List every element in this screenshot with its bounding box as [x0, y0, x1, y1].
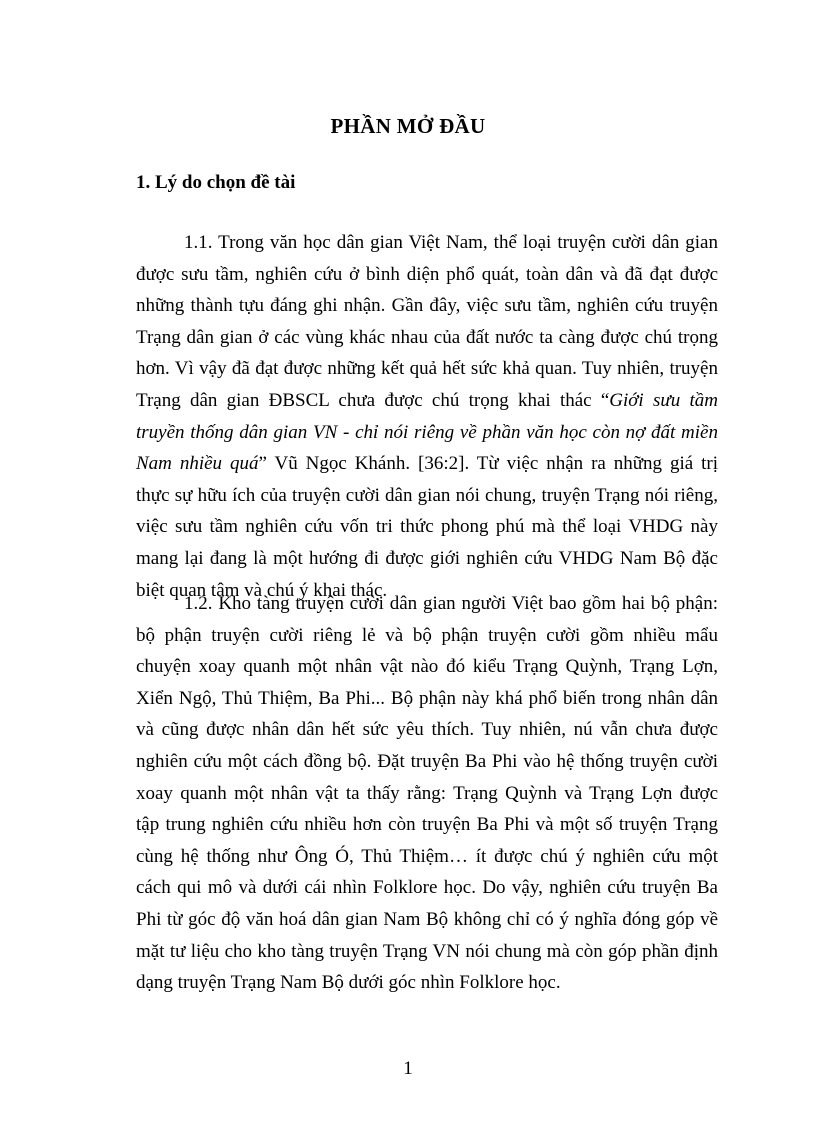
- paragraph-line: mang lại đang là một hướng đi được giới nghiên cứu VHDG Nam Bộ đặc: [136, 547, 718, 569]
- paragraph-line: Phi từ góc độ văn hoá dân gian Nam Bộ không chỉ có ý nghĩa đóng góp về: [136, 908, 718, 930]
- paragraph-line: biệt quan tâm và chú ý khai thác.: [136, 579, 388, 601]
- paragraph-1: [136, 227, 718, 606]
- page-number: 1: [403, 1058, 413, 1079]
- page-title: PHẦN MỞ ĐẦU: [330, 114, 486, 138]
- paragraph-line: xoay quanh một nhân vật ta thấy rằng: Trạng Quỳnh và Trạng Lợn được: [136, 782, 718, 804]
- paragraph-line: cách qui mô và dưới cái nhìn Folklore học. Do vậy, nghiên cứu truyện Ba: [136, 877, 718, 899]
- paragraph-line: [136, 448, 718, 480]
- quote-text: Nam nhiều quá: [136, 453, 259, 475]
- paragraph-line: 1.2. Kho tàng truyện cười dân gian người Việt bao gồm hai bộ phận:: [184, 593, 718, 614]
- paragraph-2: [136, 588, 718, 999]
- paragraph-line: tập trung nghiên cứu nhiều hơn còn truyện Ba Phi và một số truyện Trạng: [136, 814, 718, 836]
- paragraph-line: [136, 417, 718, 449]
- paragraph-line: [136, 385, 718, 417]
- paragraph-line: Trạng dân gian ở các vùng khác nhau của đất nước ta càng được chú trọng: [136, 326, 718, 348]
- paragraph-line: hơn. Vì vậy đã đạt được những kết quả hết sức khả quan. Tuy nhiên, truyện: [136, 358, 718, 380]
- paragraph-line: mặt tư liệu cho kho tàng truyện Trạng VN nói chung mà còn góp phần định: [136, 940, 718, 962]
- paragraph-line: dạng truyện Trạng Nam Bộ dưới góc nhìn Folklore học.: [136, 972, 561, 994]
- line-text: Trạng dân gian ĐBSCL chưa được chú trọng khai thác “: [136, 389, 610, 411]
- paragraph-line: Xiển Ngộ, Thủ Thiệm, Ba Phi... Bộ phận này khá phổ biến trong nhân dân: [136, 687, 718, 709]
- quote-text: Giới sưu tầm: [609, 389, 718, 411]
- paragraph-line: việc sưu tầm nghiên cứu vốn tri thức phong phú mà thể loại VHDG này: [136, 516, 718, 538]
- line-text: ” Vũ Ngọc Khánh. [36:2]. Từ việc nhận ra những giá trị: [258, 453, 718, 475]
- paragraph-line: những thành tựu đáng ghi nhận. Gần đây, việc sưu tầm, nghiên cứu truyện: [136, 295, 718, 317]
- paragraph-line: bộ phận truyện cười riêng lẻ và bộ phận truyện cười gồm nhiều mẩu: [136, 624, 718, 646]
- paragraph-line: 1.1. Trong văn học dân gian Việt Nam, thể loại truyện cười dân gian: [184, 232, 718, 253]
- paragraph-line: cùng hệ thống như Ông Ó, Thủ Thiệm… ít được chú ý nghiên cứu một: [136, 845, 718, 867]
- paragraph-line: và cũng được nhân dân hết sức yêu thích. Tuy nhiên, nú vẫn chưa được: [136, 719, 718, 741]
- section-heading: 1. Lý do chọn đề tài: [136, 172, 296, 193]
- paragraph-line: nghiên cứu một cách đồng bộ. Đặt truyện Ba Phi vào hệ thống truyện cười: [136, 750, 718, 772]
- paragraph-line: thực sự hữu ích của truyện cười dân gian nói chung, truyện Trạng nói riêng,: [136, 484, 718, 506]
- quote-text: truyền thống dân gian VN - chỉ nói riêng về phần văn học còn nợ đất miền: [136, 421, 718, 443]
- paragraph-line: chuyện xoay quanh một nhân vật nào đó kiểu Trạng Quỳnh, Trạng Lợn,: [136, 656, 718, 678]
- paragraph-line: được sưu tầm, nghiên cứu ở bình diện phổ quát, toàn dân và đã đạt được: [136, 263, 718, 285]
